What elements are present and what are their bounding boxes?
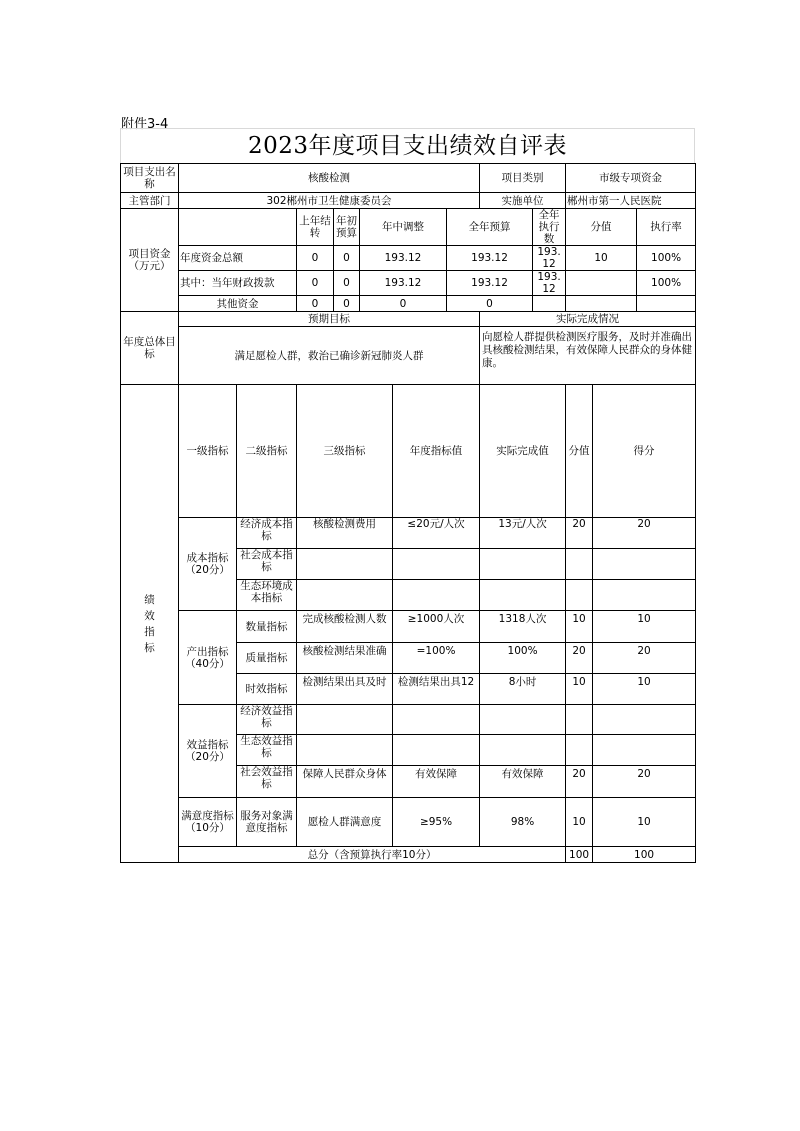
perf-header: 三级指标 [297, 385, 393, 518]
funds-cell: 193.12 [447, 271, 533, 296]
target-value [393, 549, 480, 580]
actual-value: 有效保障 [480, 766, 566, 798]
goals-expected: 满足愿检人群，救治已确诊新冠肺炎人群 [179, 327, 480, 385]
funds-cell: 0 [297, 296, 334, 312]
level2-indicator: 社会成本指标 [237, 549, 297, 580]
level2-indicator: 数量指标 [237, 611, 297, 643]
score [593, 735, 696, 766]
funds-cell: 0 [334, 246, 360, 271]
goals-expected-header: 预期目标 [179, 312, 480, 327]
evaluation-sheet [120, 128, 695, 863]
score-value [566, 580, 593, 611]
level3-indicator: 核酸检测结果准确 [297, 643, 393, 674]
level1-indicator: 满意度指标（10分） [179, 798, 237, 847]
funds-cell: 193.12 [360, 271, 447, 296]
funds-cell [637, 296, 696, 312]
actual-value [480, 580, 566, 611]
perf-header: 分值 [566, 385, 593, 518]
perf-header: 年度指标值 [393, 385, 480, 518]
funds-cell: 100% [637, 271, 696, 296]
target-value [393, 705, 480, 735]
funds-header: 年中调整 [360, 209, 447, 246]
funds-cell: 10 [566, 246, 637, 271]
actual-value [480, 705, 566, 735]
score: 10 [593, 674, 696, 705]
score-value: 20 [566, 643, 593, 674]
level3-indicator [297, 735, 393, 766]
funds-cell [566, 296, 637, 312]
funds-header: 上年结转 [297, 209, 334, 246]
project-type-label: 项目类别 [480, 164, 566, 193]
score-value [566, 705, 593, 735]
project-type: 市级专项资金 [566, 164, 696, 193]
score: 20 [593, 766, 696, 798]
goals-label: 年度总体目标 [121, 312, 179, 385]
funds-cell: 0 [334, 271, 360, 296]
funds-cell: 100% [637, 246, 696, 271]
funds-cell [533, 296, 566, 312]
score [593, 549, 696, 580]
dept-label: 主管部门 [121, 193, 179, 209]
score-value: 10 [566, 674, 593, 705]
funds-header-blank [179, 209, 297, 246]
target-value: ≥1000人次 [393, 611, 480, 643]
actual-value: 100% [480, 643, 566, 674]
funds-header: 年初预算 [334, 209, 360, 246]
level3-indicator: 愿检人群满意度 [297, 798, 393, 847]
level1-indicator: 效益指标（20分） [179, 705, 237, 798]
funds-header: 全年执行数 [533, 209, 566, 246]
funds-cell: 193.12 [360, 246, 447, 271]
actual-value: 1318人次 [480, 611, 566, 643]
level2-indicator: 生态效益指标 [237, 735, 297, 766]
funds-cell: 0 [447, 296, 533, 312]
target-value: ≥95% [393, 798, 480, 847]
score-value: 10 [566, 611, 593, 643]
level3-indicator [297, 580, 393, 611]
perf-label: 绩 效 指 标 [121, 385, 179, 863]
goals-actual: 向愿检人群提供检测医疗服务，及时并准确出具核酸检测结果，有效保障人民群众的身体健康。 [480, 327, 696, 385]
level3-indicator: 检测结果出具及时 [297, 674, 393, 705]
target-value: 检测结果出具12 [393, 674, 480, 705]
level1-indicator: 产出指标（40分） [179, 611, 237, 705]
dept-value: 302郴州市卫生健康委员会 [179, 193, 480, 209]
total-score: 100 [593, 847, 696, 863]
impl-label: 实施单位 [480, 193, 566, 209]
level2-indicator: 生态环境成本指标 [237, 580, 297, 611]
score-value: 10 [566, 798, 593, 847]
funds-cell: 193.12 [533, 246, 566, 271]
level3-indicator: 核酸检测费用 [297, 518, 393, 549]
level2-indicator: 经济成本指标 [237, 518, 297, 549]
total-label: 总分（含预算执行率10分） [179, 847, 566, 863]
target-value: ≤20元/人次 [393, 518, 480, 549]
actual-value: 13元/人次 [480, 518, 566, 549]
level2-indicator: 社会效益指标 [237, 766, 297, 798]
project-name-label: 项目支出名称 [121, 164, 179, 193]
score [593, 580, 696, 611]
funds-cell: 0 [297, 246, 334, 271]
level2-indicator: 服务对象满意度指标 [237, 798, 297, 847]
funds-cell: 0 [297, 271, 334, 296]
project-name: 核酸检测 [179, 164, 480, 193]
funds-label: 项目资金（万元） [121, 209, 179, 312]
perf-header: 得分 [593, 385, 696, 518]
perf-header: 一级指标 [179, 385, 237, 518]
perf-header: 二级指标 [237, 385, 297, 518]
actual-value [480, 549, 566, 580]
score: 20 [593, 518, 696, 549]
level3-indicator [297, 705, 393, 735]
actual-value [480, 735, 566, 766]
level2-indicator: 经济效益指标 [237, 705, 297, 735]
funds-row-name: 其他资金 [179, 296, 297, 312]
perf-header: 实际完成值 [480, 385, 566, 518]
funds-cell: 193.12 [447, 246, 533, 271]
target-value: =100% [393, 643, 480, 674]
score: 10 [593, 611, 696, 643]
funds-cell: 0 [360, 296, 447, 312]
level3-indicator: 保障人民群众身体 [297, 766, 393, 798]
target-value: 有效保障 [393, 766, 480, 798]
level2-indicator: 质量指标 [237, 643, 297, 674]
evaluation-table [120, 163, 696, 863]
funds-row-name: 其中：当年财政拨款 [179, 271, 297, 296]
funds-header: 全年预算 [447, 209, 533, 246]
score-value [566, 549, 593, 580]
goals-actual-header: 实际完成情况 [480, 312, 696, 327]
target-value [393, 735, 480, 766]
impl-value: 郴州市第一人民医院 [566, 193, 696, 209]
level3-indicator [297, 549, 393, 580]
level1-indicator: 成本指标（20分） [179, 518, 237, 611]
score-value: 20 [566, 766, 593, 798]
form-title: 2023年度项目支出绩效自评表 [120, 128, 695, 163]
level2-indicator: 时效指标 [237, 674, 297, 705]
score: 20 [593, 643, 696, 674]
actual-value: 8小时 [480, 674, 566, 705]
target-value [393, 580, 480, 611]
funds-cell [566, 271, 637, 296]
funds-header: 分值 [566, 209, 637, 246]
score-value: 20 [566, 518, 593, 549]
funds-cell: 0 [334, 296, 360, 312]
score [593, 705, 696, 735]
score-value [566, 735, 593, 766]
score: 10 [593, 798, 696, 847]
actual-value: 98% [480, 798, 566, 847]
level3-indicator: 完成核酸检测人数 [297, 611, 393, 643]
funds-row-name: 年度资金总额 [179, 246, 297, 271]
attachment-label: 附件3-4 [121, 117, 169, 132]
funds-header: 执行率 [637, 209, 696, 246]
total-score-value: 100 [566, 847, 593, 863]
funds-cell: 193.12 [533, 271, 566, 296]
